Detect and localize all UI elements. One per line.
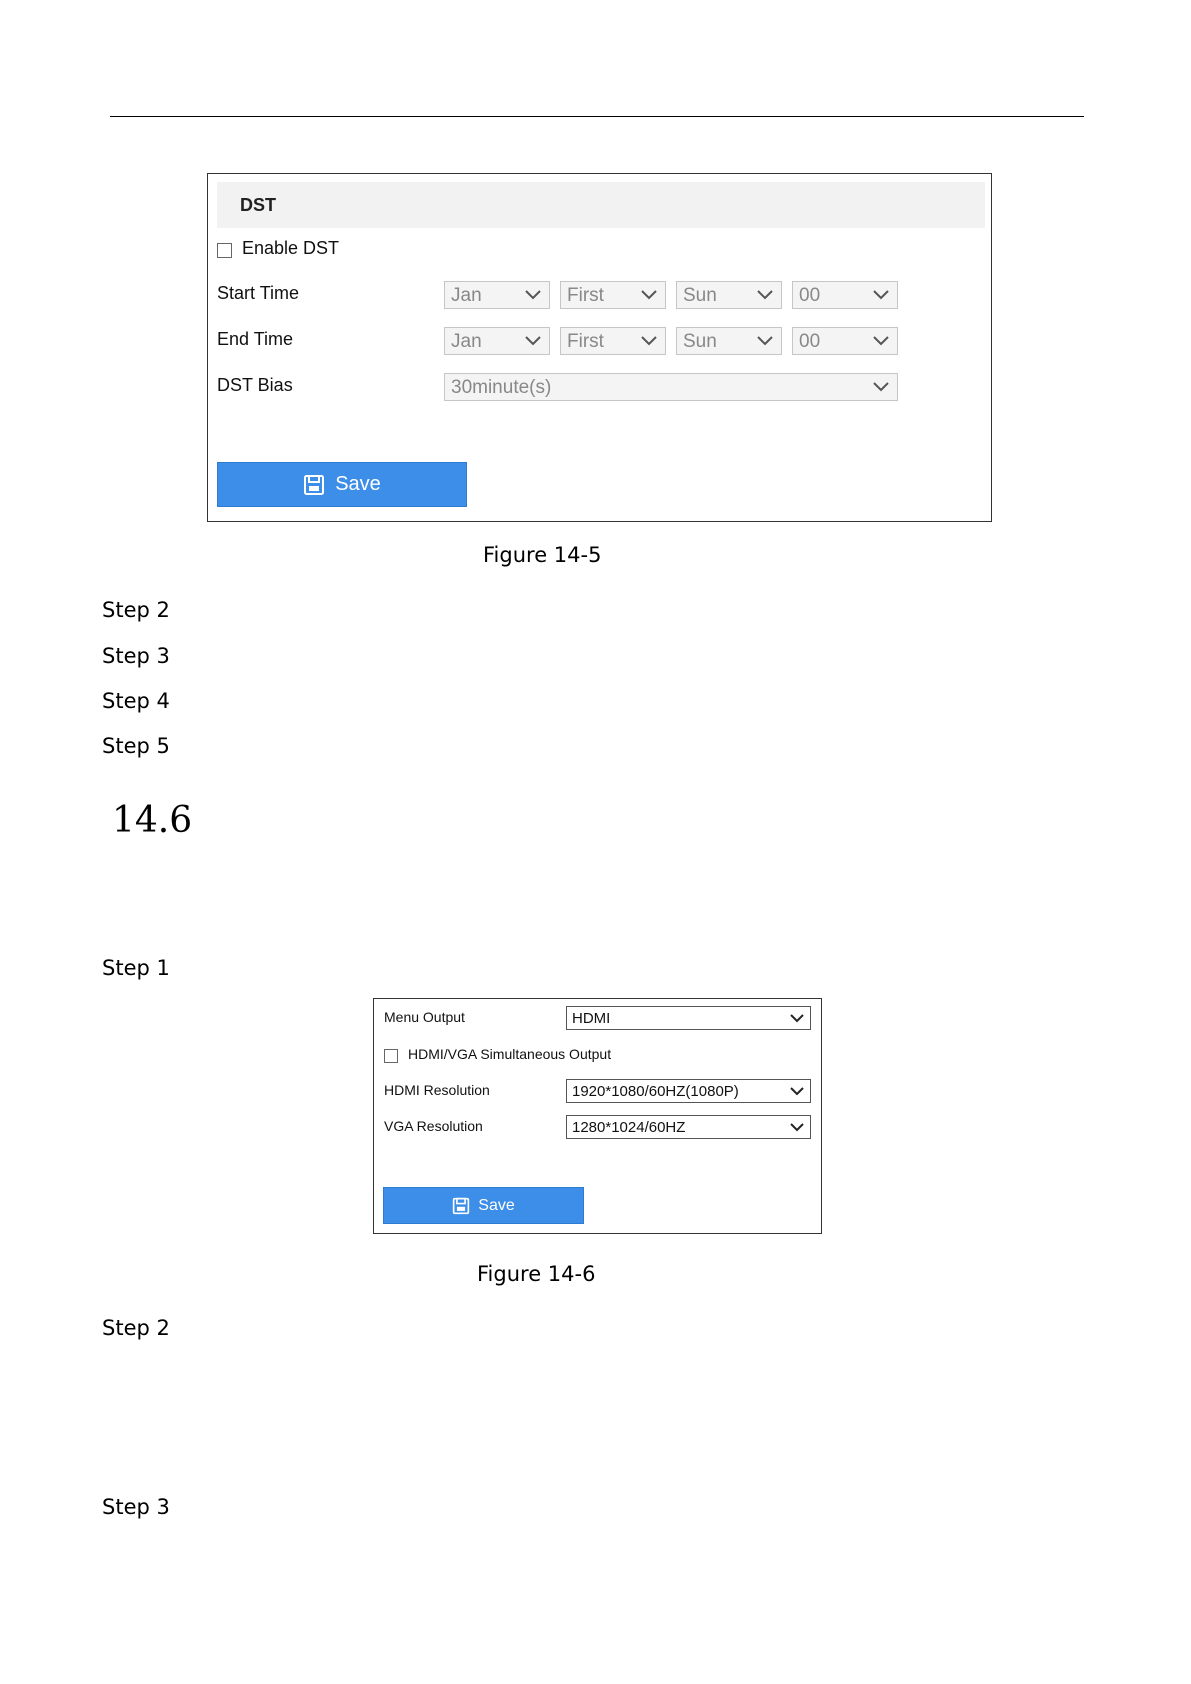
enable-dst-checkbox[interactable] <box>217 243 232 258</box>
chevron-down-icon <box>872 288 890 302</box>
end-week-value: First <box>567 331 604 352</box>
start-hour-value: 00 <box>799 285 821 306</box>
vga-resolution-select[interactable] <box>566 1115 811 1139</box>
end-month-value: Jan <box>451 331 482 352</box>
floppy-disk-icon <box>452 1197 470 1215</box>
dst-bias-value: 30minute(s) <box>451 377 552 398</box>
dst-bias-select[interactable] <box>444 373 898 401</box>
save-button-content <box>218 463 466 506</box>
chevron-down-icon <box>640 288 658 302</box>
end-hour-value: 00 <box>799 331 821 352</box>
chevron-down-icon <box>872 334 890 348</box>
dst-bias-label: DST Bias <box>217 375 293 395</box>
dst-panel-header <box>217 182 985 228</box>
menu-output-select[interactable] <box>566 1006 811 1030</box>
end-day-value: Sun <box>683 331 717 352</box>
figure-14-5-caption: Figure 14-5 <box>483 543 602 567</box>
hdmi-resolution-value: 1920*1080/60HZ(1080P) <box>572 1083 739 1100</box>
floppy-disk-icon <box>303 474 325 496</box>
save-button-label: Save <box>478 1196 515 1214</box>
menu-output-label: Menu Output <box>384 1009 465 1025</box>
chevron-down-icon <box>756 288 774 302</box>
step-label: Step 3 <box>102 1495 170 1519</box>
section-number: 14.6 <box>112 800 193 841</box>
vga-resolution-value: 1280*1024/60HZ <box>572 1119 686 1136</box>
step-label: Step 4 <box>102 689 170 713</box>
end-hour-select[interactable] <box>792 327 898 355</box>
end-month-select[interactable] <box>444 327 550 355</box>
menu-output-value: HDMI <box>572 1010 611 1027</box>
step-label: Step 2 <box>102 1316 170 1340</box>
hdmi-resolution-label: HDMI Resolution <box>384 1082 490 1098</box>
start-day-value: Sun <box>683 285 717 306</box>
hdmi-resolution-select[interactable] <box>566 1079 811 1103</box>
start-week-select[interactable] <box>560 281 666 309</box>
save-button-content <box>384 1188 583 1223</box>
save-button-label: Save <box>335 473 381 495</box>
end-time-label: End Time <box>217 329 294 349</box>
chevron-down-icon <box>872 380 890 394</box>
end-week-select[interactable] <box>560 327 666 355</box>
step-label: Step 1 <box>102 956 170 980</box>
step-label: Step 3 <box>102 644 170 668</box>
chevron-down-icon <box>524 334 542 348</box>
chevron-down-icon <box>756 334 774 348</box>
vga-resolution-label: VGA Resolution <box>384 1118 483 1134</box>
start-time-label: Start Time <box>217 283 300 303</box>
start-week-value: First <box>567 285 604 306</box>
step-label: Step 5 <box>102 734 170 758</box>
chevron-down-icon <box>524 288 542 302</box>
chevron-down-icon <box>789 1012 805 1024</box>
simultaneous-output-label: HDMI/VGA Simultaneous Output <box>408 1046 612 1062</box>
simultaneous-output-checkbox[interactable] <box>384 1049 398 1063</box>
step-label: Step 2 <box>102 598 170 622</box>
enable-dst-label: Enable DST <box>242 238 340 258</box>
figure-14-6-caption: Figure 14-6 <box>477 1262 596 1286</box>
start-hour-select[interactable] <box>792 281 898 309</box>
save-button[interactable] <box>383 1187 584 1224</box>
save-button[interactable] <box>217 462 467 507</box>
chevron-down-icon <box>640 334 658 348</box>
start-day-select[interactable] <box>676 281 782 309</box>
start-month-value: Jan <box>451 285 482 306</box>
header-rule <box>110 116 1084 117</box>
dst-panel-title: DST <box>240 195 276 215</box>
end-day-select[interactable] <box>676 327 782 355</box>
output-settings-panel <box>373 998 822 1234</box>
dst-settings-panel <box>207 173 992 522</box>
start-month-select[interactable] <box>444 281 550 309</box>
chevron-down-icon <box>789 1085 805 1097</box>
chevron-down-icon <box>789 1121 805 1133</box>
